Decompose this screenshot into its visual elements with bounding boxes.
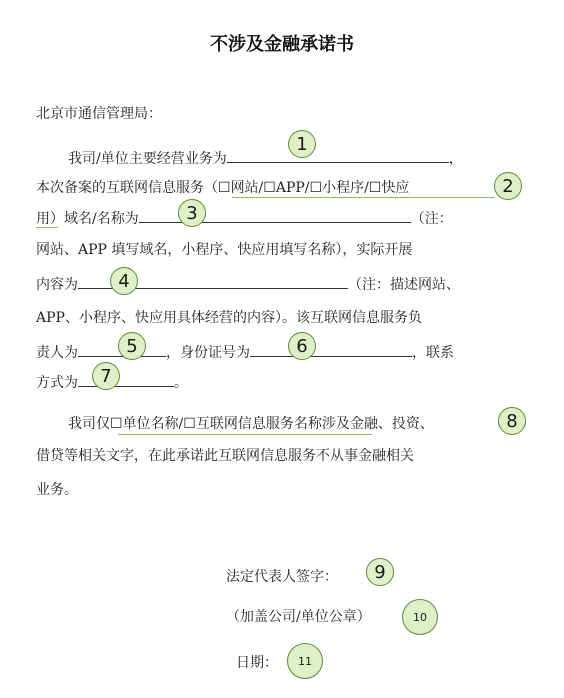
option-quick-app: 快应 — [381, 180, 410, 196]
period: 。 — [174, 375, 188, 391]
only-label: 我司仅 — [68, 416, 110, 432]
para1-line5 — [36, 274, 460, 295]
contact-label: ，联系 — [412, 345, 454, 361]
company-stamp-label: （加盖公司/单位公章） — [226, 609, 371, 625]
marker-11: 11 — [287, 643, 323, 679]
option-mini-program: 小程序/ — [322, 180, 369, 196]
main-business-field[interactable] — [227, 148, 449, 163]
comma: ， — [448, 151, 463, 167]
para1-line6: APP、小程序、快应用具体经营的内容）。该互联网信息服务负 — [36, 310, 422, 326]
checkbox-unit-name-icon[interactable]: ☐ — [110, 416, 123, 432]
note-open: （注： — [410, 211, 453, 227]
para1-line4: 网站、APP 填写域名，小程序、快应用填写名称），实际开展 — [36, 242, 413, 258]
option-app: APP/ — [275, 180, 310, 196]
para1-line7 — [36, 342, 454, 363]
checkbox-app-icon[interactable]: ☐ — [263, 180, 276, 196]
checkbox-service-name-icon[interactable]: ☐ — [183, 416, 196, 432]
marker-5: 5 — [118, 332, 146, 360]
marker-8: 8 — [498, 407, 526, 435]
id-number-field[interactable] — [250, 342, 412, 357]
para1-line1 — [68, 148, 463, 169]
underline-yong — [36, 227, 58, 228]
contact-method-label: 方式为 — [36, 375, 78, 391]
document-title: 不涉及金融承诺书 — [210, 34, 354, 55]
underline-service-types — [232, 197, 494, 198]
para2-line3: 业务。 — [36, 482, 78, 498]
checkbox-mini-program-icon[interactable]: ☐ — [309, 180, 323, 196]
marker-6: 6 — [288, 332, 316, 360]
content-label: 内容为 — [36, 277, 78, 293]
para1-line2 — [36, 178, 409, 198]
service-type-label: 本次备案的互联网信息服务（ — [36, 180, 218, 196]
underline-unit-service — [118, 434, 372, 435]
legal-rep-signature-label: 法定代表人签字： — [226, 569, 338, 585]
para1-line3 — [36, 208, 453, 229]
marker-10: 10 — [402, 599, 438, 635]
option-service-name: 互联网信息服务名称涉及金融、投资、 — [195, 416, 434, 432]
checkbox-quick-app-icon[interactable]: ☐ — [368, 180, 382, 196]
marker-2: 2 — [494, 172, 522, 200]
para2-line2: 借贷等相关文字，在此承诺此互联网信息服务不从事金融相关 — [36, 448, 414, 464]
id-number-label: ，身份证号为 — [166, 345, 250, 361]
responsible-person-label: 责人为 — [36, 345, 78, 361]
marker-7: 7 — [92, 362, 120, 390]
marker-4: 4 — [110, 267, 138, 295]
option-website: 网站/ — [230, 180, 264, 196]
option-unit-name: 单位名称/ — [122, 416, 184, 432]
note-describe: （注：描述网站、 — [348, 277, 460, 293]
domain-label: 用）域名/名称为 — [36, 211, 139, 227]
marker-3: 3 — [178, 199, 206, 227]
marker-1: 1 — [288, 130, 316, 158]
para2-line1 — [68, 414, 434, 434]
salutation: 北京市通信管理局： — [36, 106, 162, 122]
date-label: 日期： — [236, 655, 278, 671]
business-label: 我司/单位主要经营业务为 — [68, 151, 227, 167]
marker-9: 9 — [366, 558, 394, 586]
checkbox-website-icon[interactable]: ☐ — [218, 180, 231, 196]
